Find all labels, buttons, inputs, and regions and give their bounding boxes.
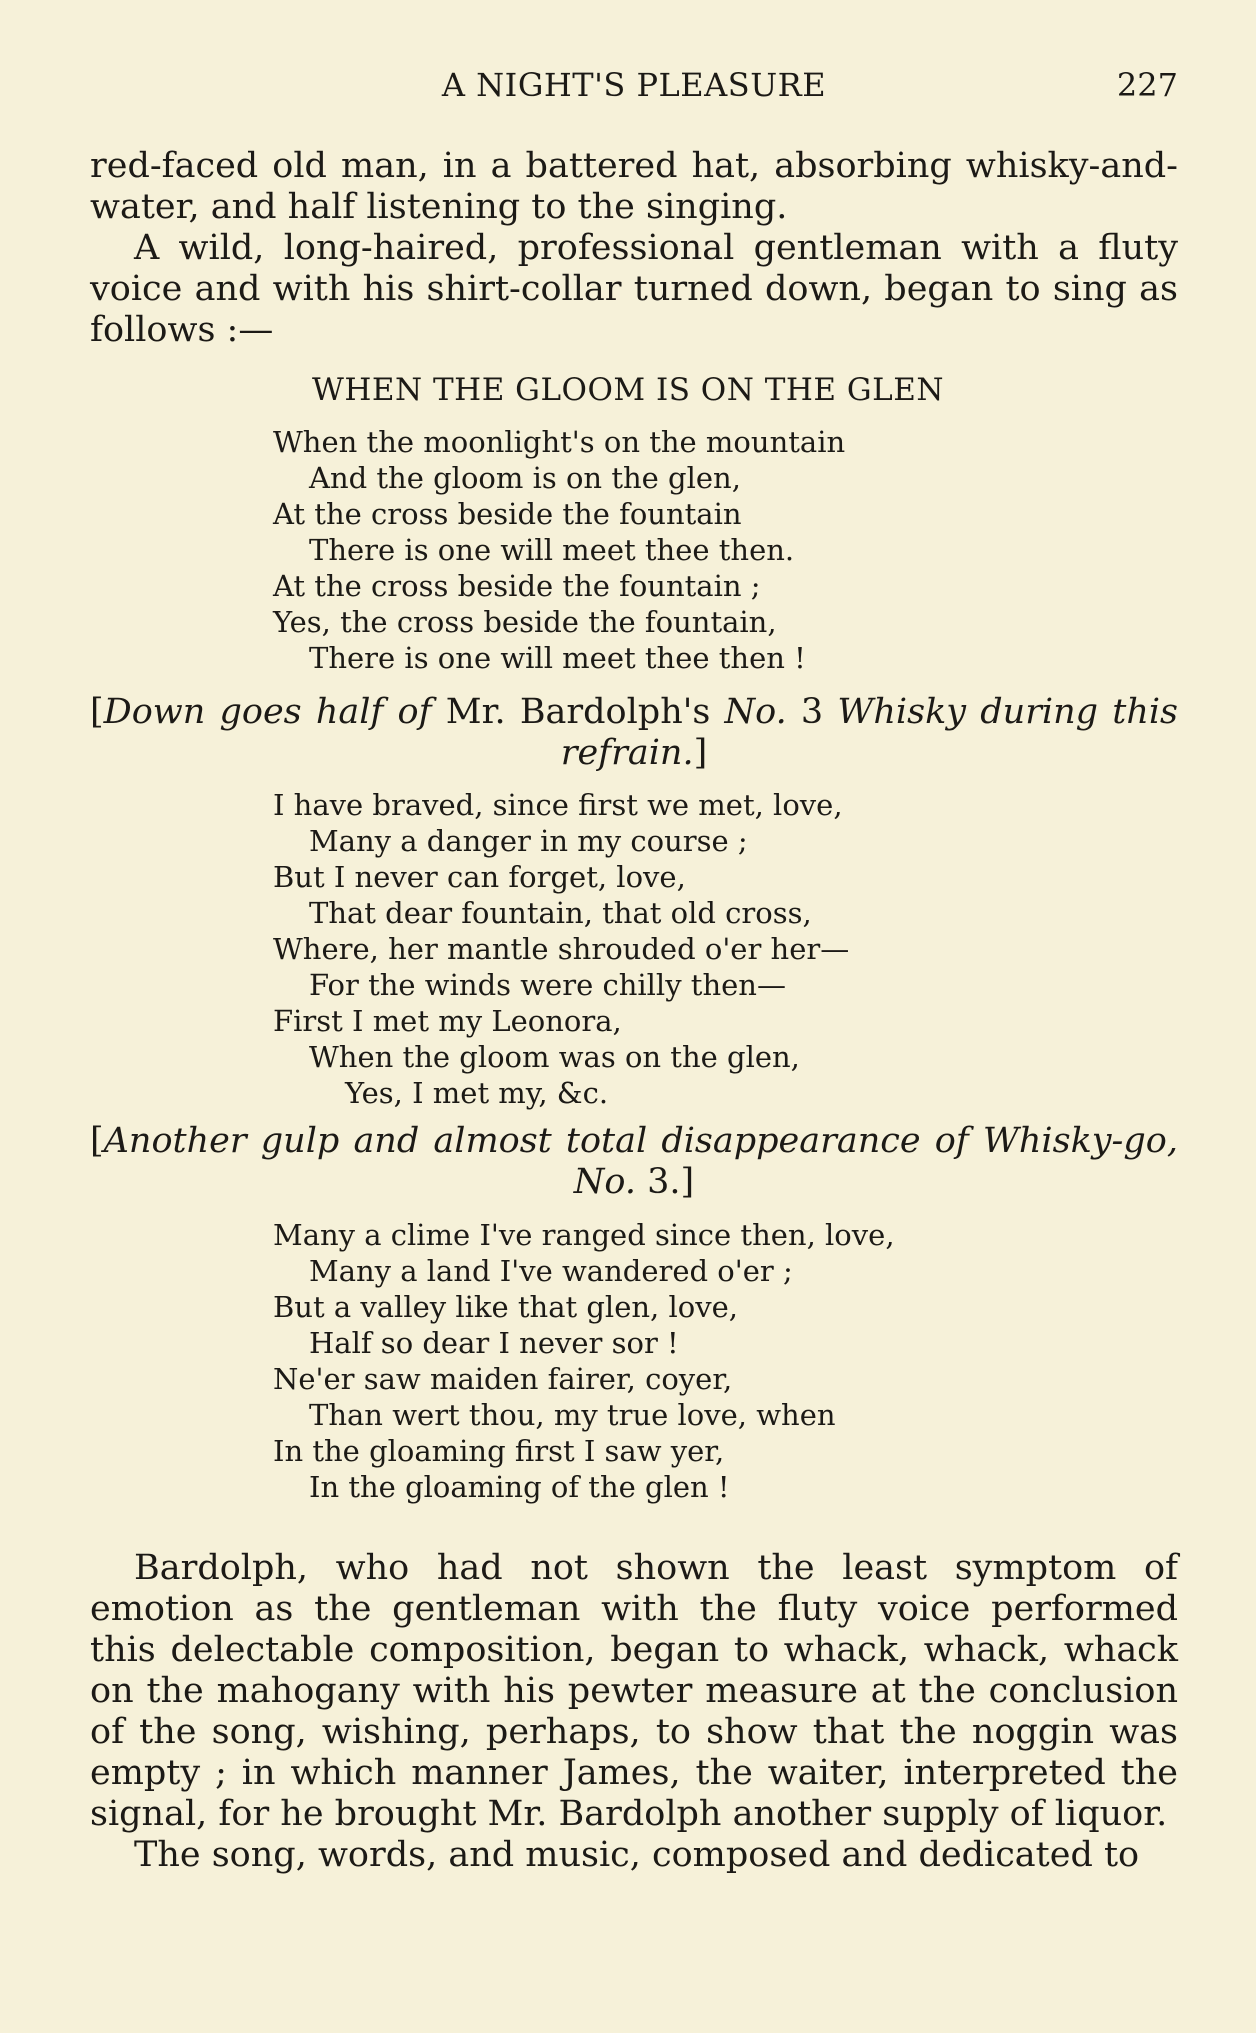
stage-direction-2 (90, 1121, 1178, 1203)
verse-line: There is one will meet thee then. (309, 533, 795, 567)
stage-direction-1 (90, 692, 1178, 774)
intro-paragraph-continued: red-faced old man, in a battered hat, absorbing whisky-and-water, and half listening to the singing. (90, 146, 1178, 227)
verse-line: But I never can forget, love, (273, 860, 686, 894)
verse-line: At the cross beside the fountain (273, 497, 742, 531)
outro-paragraph: Bardolph, who had not shown the least symptom of emotion as the gentleman with the fluty voice performed this delectable composition, began to whack, whack, whack on the mahogany with his pewter measure at the conclusion of the song, wishing, perhaps, to show that the noggin was empty ; in which manner James, the waiter, interpreted the signal, for he brought Mr. Bardolph another supply of liquor. (90, 1548, 1178, 1834)
verse-line: First I met my Leonora, (273, 1004, 622, 1038)
verse-line: For the winds were chilly then— (309, 968, 786, 1002)
verse-line: And the gloom is on the glen, (309, 461, 741, 495)
verse-line: Half so dear I never sor ! (309, 1326, 679, 1360)
direction-roman: 3 (786, 692, 838, 732)
direction-italic: Whisky during this refrain. (560, 692, 1179, 773)
verse-line: Yes, I met my, &c. (345, 1076, 609, 1110)
verse-line: Yes, the cross beside the fountain, (273, 605, 777, 639)
outro-text (90, 1548, 1178, 1876)
poem-stanza-1 (273, 424, 1073, 676)
page-number: 227 (1116, 66, 1178, 104)
verse-line: Many a land I've wandered o'er ; (309, 1254, 793, 1288)
verse-line: Ne'er saw maiden fairer, coyer, (273, 1362, 733, 1396)
intro-paragraph: A wild, long-haired, professional gentleman with a fluty voice and with his shirt-collar turned down, began to sing as follows :— (90, 228, 1178, 350)
running-head: A NIGHT'S PLEASURE (441, 66, 827, 104)
verse-line: Many a danger in my course ; (309, 824, 748, 858)
verse-line: Than wert thou, my true love, when (309, 1398, 836, 1432)
verse-line: Where, her mantle shrouded o'er her— (273, 932, 850, 966)
verse-line: But a valley like that glen, love, (273, 1290, 738, 1324)
bracket-open: [ (90, 1121, 104, 1161)
verse-line: I have braved, since first we met, love, (273, 788, 843, 822)
poem-stanza-3 (273, 1217, 1073, 1505)
poem-stanza-2 (273, 787, 1073, 1111)
verse-line: At the cross beside the fountain ; (273, 569, 761, 603)
bracket-close: ] (693, 733, 708, 773)
direction-roman: 3.] (636, 1162, 695, 1202)
direction-roman: Mr. Bardolph's (431, 692, 725, 732)
bracket-open: [ (90, 692, 104, 732)
poem-title: WHEN THE GLOOM IS ON THE GLEN (311, 372, 944, 408)
verse-line: That dear fountain, that old cross, (309, 896, 812, 930)
outro-paragraph-start: The song, words, and music, composed and dedicated to (134, 1835, 1140, 1875)
direction-italic: Another gulp and almost total disappearance of Whisky-go, No. (103, 1121, 1178, 1202)
verse-line: When the gloom was on the glen, (309, 1040, 800, 1074)
verse-line: In the gloaming first I saw yer, (273, 1434, 725, 1468)
page-header (90, 66, 1178, 114)
direction-italic: No. (724, 692, 787, 732)
verse-line: There is one will meet thee then ! (309, 641, 806, 675)
intro-text (90, 146, 1178, 351)
verse-line: In the gloaming of the glen ! (309, 1470, 730, 1504)
direction-italic: Down goes half of (103, 692, 432, 732)
verse-line: Many a clime I've ranged since then, love, (273, 1218, 895, 1252)
verse-line: When the moonlight's on the mountain (273, 425, 846, 459)
